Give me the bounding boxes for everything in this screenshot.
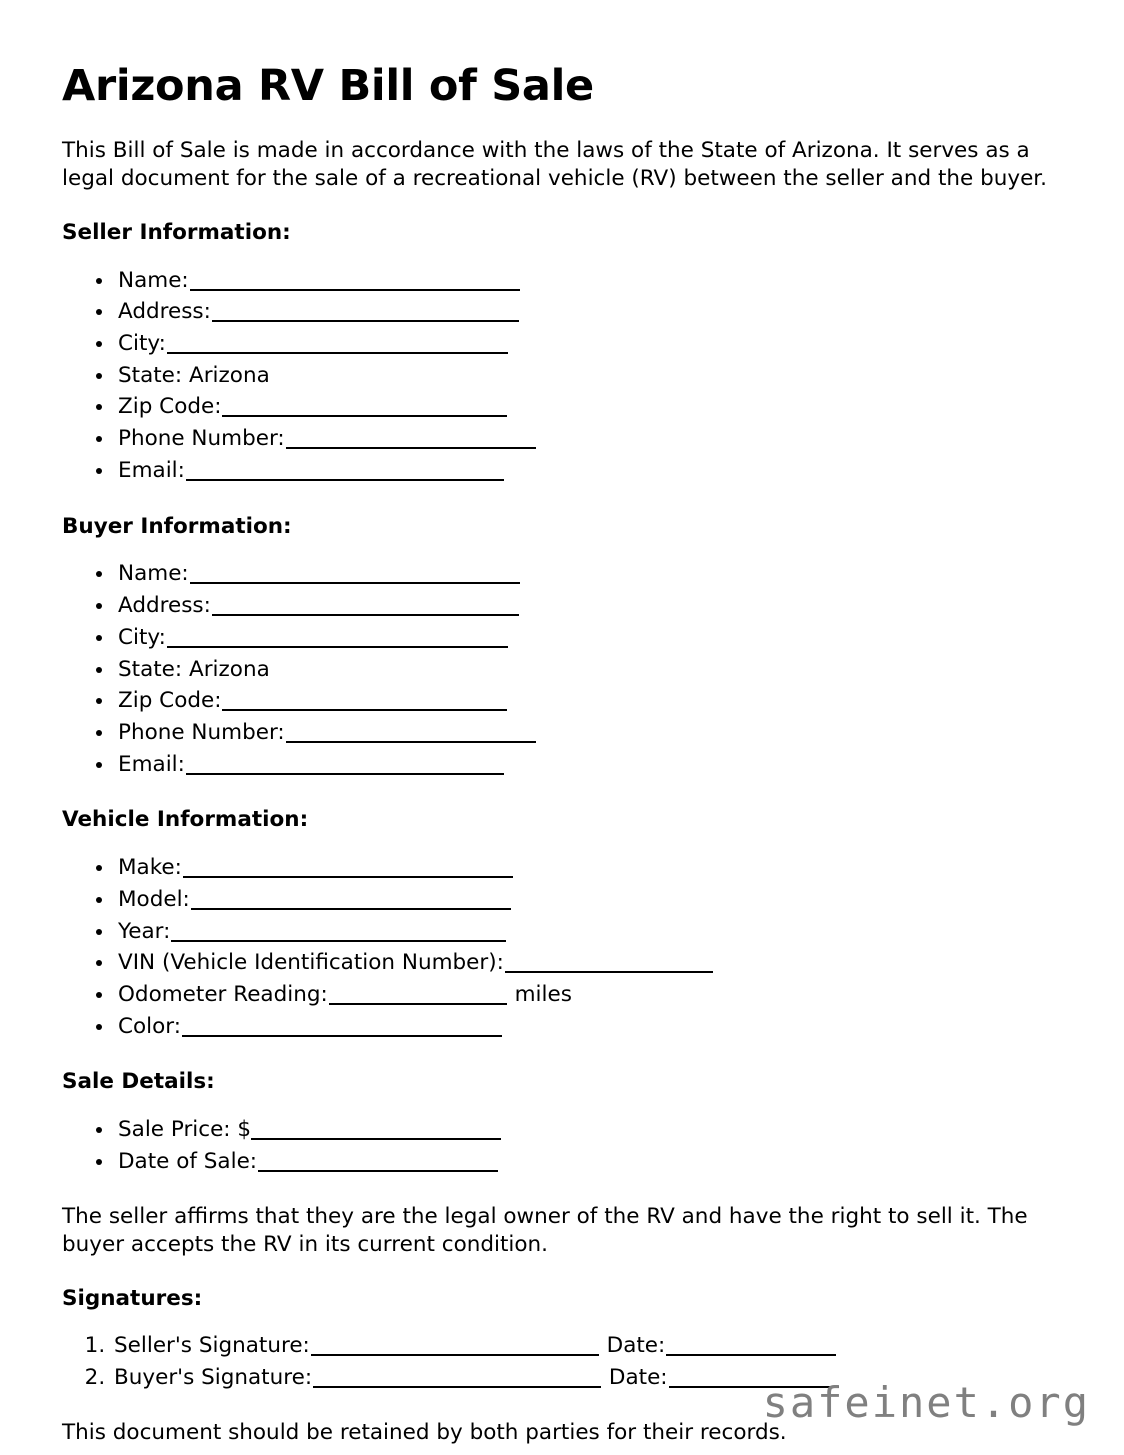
list-item — [115, 622, 1062, 654]
field-label: Model: — [118, 886, 190, 912]
buyer-information-heading: Buyer Information: — [62, 513, 292, 539]
signatures-heading: Signatures: — [62, 1285, 203, 1311]
field-blank-line[interactable] — [171, 921, 506, 941]
field-value: Arizona — [182, 362, 270, 388]
list-item — [115, 455, 1062, 487]
field-label: Phone Number: — [118, 426, 285, 452]
retention-note: This document should be retained by both parties for their records. — [62, 1419, 787, 1445]
signature-row — [112, 1330, 1062, 1362]
list-item — [115, 1114, 1062, 1146]
list-item — [115, 916, 1062, 948]
field-label: Name: — [118, 267, 189, 293]
field-blank-line[interactable] — [286, 722, 536, 742]
list-item — [115, 654, 1062, 686]
field-label: VIN (Vehicle Identification Number): — [118, 950, 504, 976]
field-blank-line[interactable] — [191, 889, 511, 909]
field-label: Address: — [118, 299, 211, 325]
page-title: Arizona RV Bill of Sale — [62, 61, 594, 111]
field-label: Address: — [118, 593, 211, 619]
signature-date-blank-line[interactable] — [666, 1336, 836, 1356]
list-item — [115, 749, 1062, 781]
vehicle-information-heading: Vehicle Information: — [62, 807, 309, 833]
signature-blank-line[interactable] — [313, 1368, 601, 1388]
field-label: Color: — [118, 1013, 181, 1039]
field-blank-line[interactable] — [258, 1152, 498, 1172]
field-label: Odometer Reading: — [118, 982, 328, 1008]
list-item — [115, 1011, 1062, 1043]
signature-blank-line[interactable] — [311, 1336, 599, 1356]
list-item — [115, 884, 1062, 916]
list-item — [115, 590, 1062, 622]
field-blank-line[interactable] — [329, 985, 507, 1005]
list-item — [115, 717, 1062, 749]
field-blank-line[interactable] — [222, 691, 507, 711]
signature-date-label: Date: — [602, 1365, 668, 1391]
field-label: City: — [118, 331, 166, 357]
sale-details-heading: Sale Details: — [62, 1069, 215, 1095]
list-item — [115, 360, 1062, 392]
seller-information-heading: Seller Information: — [62, 219, 291, 245]
field-blank-line[interactable] — [167, 627, 508, 647]
field-blank-line[interactable] — [222, 397, 507, 417]
list-item — [115, 852, 1062, 884]
buyer-information-field-list — [62, 558, 1062, 780]
field-label: Zip Code: — [118, 688, 222, 714]
field-label: Date of Sale: — [118, 1149, 258, 1175]
field-suffix: miles — [507, 982, 572, 1008]
field-blank-line[interactable] — [183, 858, 513, 878]
field-label: State: — [118, 656, 183, 682]
field-blank-line[interactable] — [190, 270, 520, 290]
field-blank-line[interactable] — [190, 564, 520, 584]
field-blank-line[interactable] — [286, 429, 536, 449]
field-blank-line[interactable] — [505, 953, 713, 973]
field-blank-line[interactable] — [167, 334, 508, 354]
signature-date-label: Date: — [599, 1333, 666, 1359]
field-label: State: — [118, 362, 183, 388]
affirmation-paragraph: The seller affirms that they are the legal owner of the RV and have the right to sell it. The buyer accepts the RV in its current condition. — [62, 1203, 1028, 1257]
field-blank-line[interactable] — [212, 596, 519, 616]
list-item — [115, 1146, 1062, 1178]
field-label: Email: — [118, 457, 185, 483]
field-label: City: — [118, 624, 166, 650]
seller-information-field-list — [62, 265, 1062, 487]
field-label: Make: — [118, 855, 182, 881]
list-item — [115, 423, 1062, 455]
field-value: Arizona — [182, 656, 270, 682]
list-item — [115, 558, 1062, 590]
field-label: Email: — [118, 751, 185, 777]
sale-details-field-list — [62, 1114, 1062, 1177]
list-item — [115, 391, 1062, 423]
list-item — [115, 979, 1062, 1011]
field-blank-line[interactable] — [182, 1016, 502, 1036]
field-blank-line[interactable] — [186, 754, 504, 774]
intro-paragraph: This Bill of Sale is made in accordance with the laws of the State of Arizona. It serves as a legal document for the sale of a recreational vehicle (RV) between the seller and the buyer. — [62, 137, 1048, 191]
list-item — [115, 265, 1062, 297]
field-blank-line[interactable] — [251, 1120, 501, 1140]
field-label: Sale Price: $ — [118, 1117, 252, 1143]
field-label: Phone Number: — [118, 719, 285, 745]
field-blank-line[interactable] — [212, 302, 519, 322]
site-watermark: safeinet.org — [762, 1378, 1090, 1427]
list-item — [115, 947, 1062, 979]
list-item — [115, 685, 1062, 717]
field-label: Year: — [118, 918, 171, 944]
document-content — [62, 62, 1062, 1447]
field-blank-line[interactable] — [186, 460, 504, 480]
field-label: Zip Code: — [118, 394, 222, 420]
field-label: Name: — [118, 561, 189, 587]
signature-label: Seller's Signature: — [114, 1333, 310, 1359]
signature-label: Buyer's Signature: — [114, 1365, 313, 1391]
list-item — [115, 296, 1062, 328]
list-item — [115, 328, 1062, 360]
vehicle-information-field-list — [62, 852, 1062, 1042]
